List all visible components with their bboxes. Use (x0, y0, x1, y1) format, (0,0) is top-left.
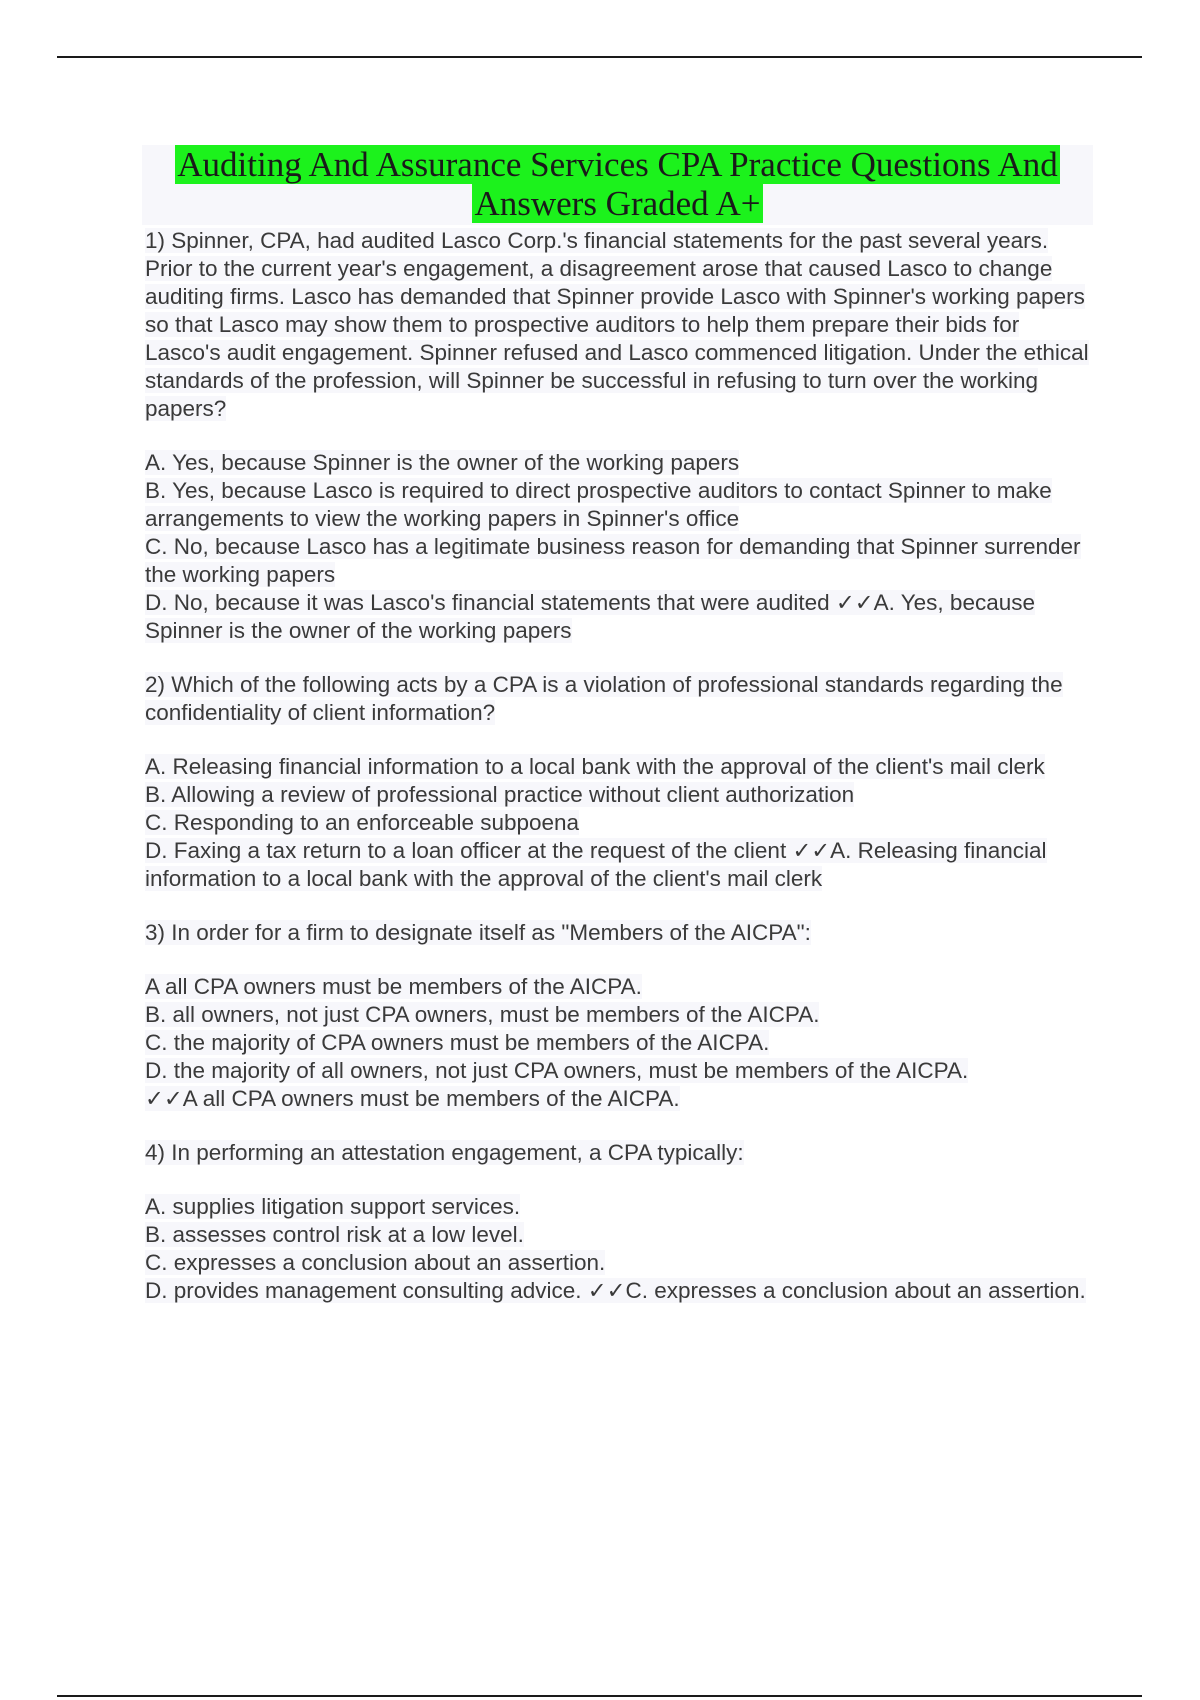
option-list (145, 973, 1090, 1113)
option-item (145, 1029, 1090, 1057)
option-item (145, 1193, 1090, 1221)
document-title-text: Auditing And Assurance Services CPA Practice Questions And Answers Graded A+ (177, 145, 1058, 223)
option-item-with-answer (145, 1277, 1090, 1305)
option-text: B. assesses control risk at a low level. (145, 1222, 524, 1247)
option-text: D. No, because it was Lasco's financial statements that were audited ✓✓A. Yes, because Spinner is the owner of the working papers (145, 590, 1035, 643)
option-item (145, 973, 1090, 1001)
question-prompt-text: 3) In order for a firm to designate itself as "Members of the AICPA": (145, 920, 811, 945)
question-block-4 (145, 1139, 1090, 1305)
option-text: B. Yes, because Lasco is required to direct prospective auditors to contact Spinner to make arrangements to view the working papers in Spinner's office (145, 478, 1052, 531)
answer-text: ✓✓A all CPA owners must be members of the AICPA. (145, 1086, 680, 1111)
option-item-with-answer (145, 837, 1090, 893)
option-text: A. Yes, because Spinner is the owner of the working papers (145, 450, 740, 475)
question-prompt (145, 1139, 1090, 1167)
option-item (145, 449, 1090, 477)
option-text: A. supplies litigation support services. (145, 1194, 521, 1219)
option-item (145, 753, 1090, 781)
option-item-with-answer (145, 589, 1090, 645)
option-text: C. Responding to an enforceable subpoena (145, 810, 580, 835)
bottom-rule (57, 1695, 1142, 1697)
document-title (142, 145, 1093, 223)
top-rule (57, 56, 1142, 58)
document-body (145, 145, 1090, 1305)
option-text: D. Faxing a tax return to a loan officer at the request of the client ✓✓A. Releasing financial information to a local bank with the approval of the client's mail clerk (145, 838, 1047, 891)
option-text: C. No, because Lasco has a legitimate business reason for demanding that Spinner surrender the working papers (145, 534, 1081, 587)
option-item (145, 1221, 1090, 1249)
option-text: B. Allowing a review of professional practice without client authorization (145, 782, 855, 807)
answer-line (145, 1085, 1090, 1113)
question-block-2 (145, 671, 1090, 893)
option-item (145, 1249, 1090, 1277)
option-item (145, 1057, 1090, 1085)
option-text: A. Releasing financial information to a local bank with the approval of the client's mail clerk (145, 754, 1045, 779)
option-list (145, 1193, 1090, 1305)
option-item (145, 1001, 1090, 1029)
option-text: C. expresses a conclusion about an assertion. (145, 1250, 606, 1275)
option-item (145, 477, 1090, 533)
option-item (145, 781, 1090, 809)
question-prompt-text: 4) In performing an attestation engagement, a CPA typically: (145, 1140, 744, 1165)
option-text: B. all owners, not just CPA owners, must be members of the AICPA. (145, 1002, 820, 1027)
question-prompt-text: 1) Spinner, CPA, had audited Lasco Corp.'s financial statements for the past several years. Prior to the current year's engagement, a disagreement arose that caused Lasco to change auditing firms. Lasco has demanded that Spinner provide Lasco with Spinner's working papers so that Lasco may show them to prospective auditors to help them prepare their bids for Lasco's audit engagement. Spinner refused and Lasco commenced litigation. Under the ethical standards of the profession, will Spinner be successful in refusing to turn over the working papers? (145, 228, 1089, 421)
question-prompt-text: 2) Which of the following acts by a CPA is a violation of professional standards regarding the confidentiality of client information? (145, 672, 1063, 725)
option-text: D. provides management consulting advice. ✓✓C. expresses a conclusion about an assertion. (145, 1278, 1086, 1303)
option-item (145, 533, 1090, 589)
question-prompt (145, 919, 1090, 947)
title-block (142, 145, 1093, 225)
option-list (145, 449, 1090, 645)
question-block-3 (145, 919, 1090, 1113)
option-text: C. the majority of CPA owners must be members of the AICPA. (145, 1030, 770, 1055)
option-item (145, 809, 1090, 837)
option-text: A all CPA owners must be members of the AICPA. (145, 974, 642, 999)
question-prompt (145, 227, 1090, 423)
option-text: D. the majority of all owners, not just CPA owners, must be members of the AICPA. (145, 1058, 969, 1083)
option-list (145, 753, 1090, 893)
question-block-1 (145, 227, 1090, 645)
question-prompt (145, 671, 1090, 727)
